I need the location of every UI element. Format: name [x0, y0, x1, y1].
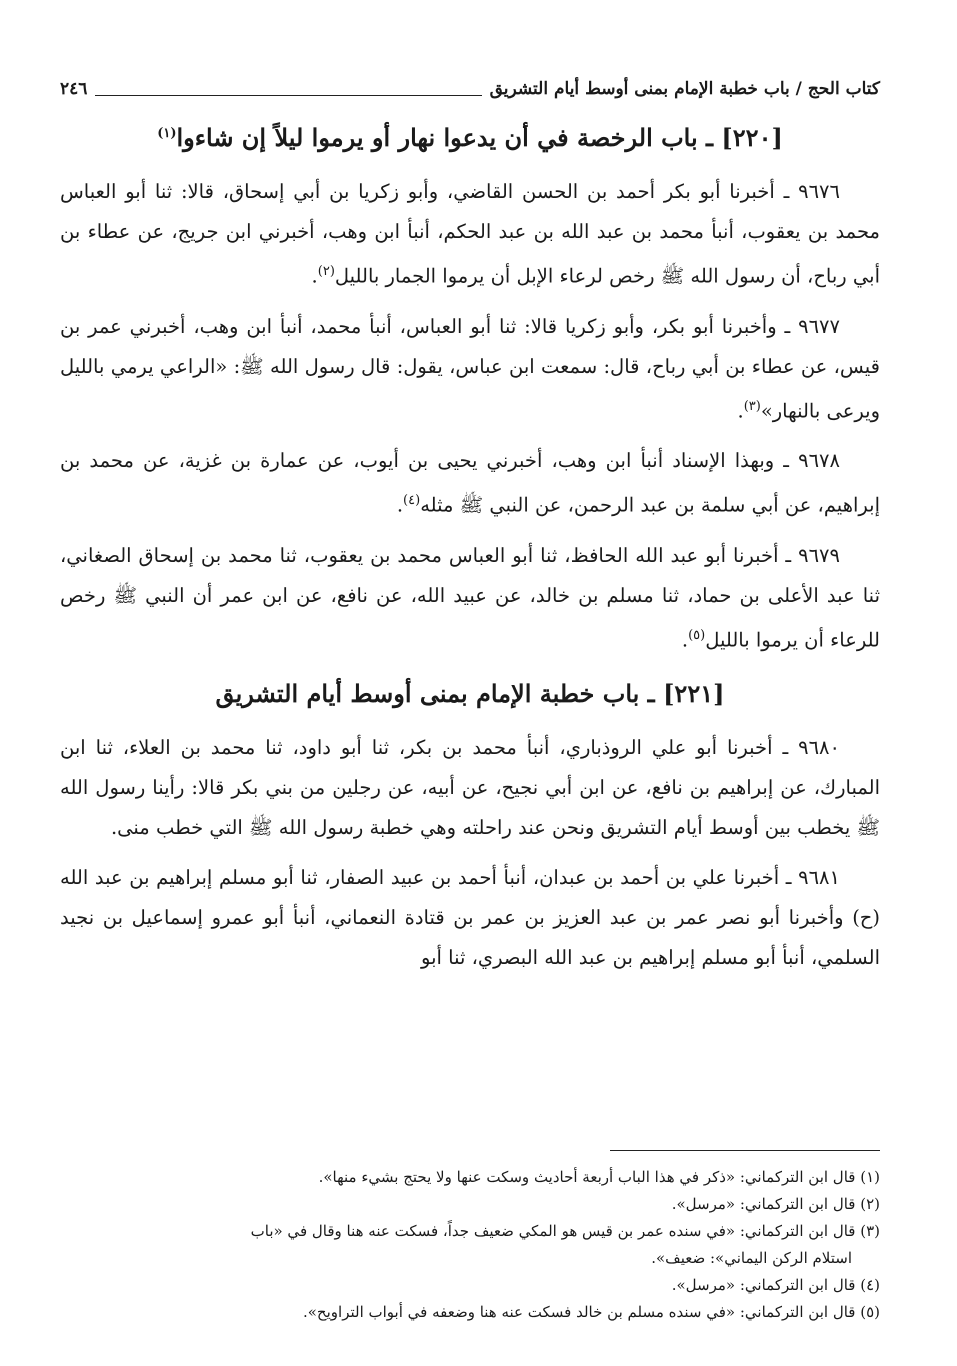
hadith-9680	[60, 728, 880, 848]
hadith-9678	[60, 441, 880, 526]
hadith-9679-note-ref: (٥)	[688, 627, 706, 643]
footnote-3-continued: استلام الركن اليماني»: ضعيف».	[651, 1249, 852, 1267]
footnote-3: (٣) قال ابن التركماني: «في سنده عمر بن قيس هو المكي ضعيف جداً، فسكت عنه هنا وقال في «باب	[250, 1222, 880, 1240]
chapter-220-title-text: [٢٢٠] ـ باب الرخصة في أن يدعوا نهار أو يرموا ليلاً إن شاءوا	[176, 123, 783, 152]
hadith-9681	[60, 858, 880, 978]
footnote-2: (٢) قال ابن التركماني: «مرسل».	[671, 1195, 880, 1213]
hadith-9677-end: .	[737, 399, 744, 422]
hadith-9681-text: ٩٦٨١ ـ أخبرنا علي بن أحمد بن عبدان، أنبأ أحمد بن عبيد الصفار، ثنا أبو مسلم إبراهيم بن عبد الله (ح) وأخبرنا أبو نصر عمر بن عبد العزيز بن عمر بن قتادة النعماني، أنبأ أبو عمرو إسماعيل بن نجيد السلمي، أنبأ أبو مسلم إبراهيم بن عبد الله البصري، ثنا أبو	[60, 866, 880, 969]
running-title: كتاب الحج / باب خطبة الإمام بمنى أوسط أيام التشريق	[489, 79, 880, 99]
chapter-220-note-ref: (١)	[157, 126, 177, 141]
chapter-221-title-text: [٢٢١] ـ باب خطبة الإمام بمنى أوسط أيام التشريق	[215, 679, 725, 708]
hadith-9679-text: ٩٦٧٩ ـ أخبرنا أبو عبد الله الحافظ، ثنا أبو العباس محمد بن يعقوب، ثنا محمد بن إسحاق الصغاني، ثنا عبد الأعلى بن حماد، ثنا مسلم بن خالد، عن عبيد الله، عن نافع، عن ابن عمر أن النبي ﷺ رخص للرعاء أن يرموا بالليل	[60, 543, 880, 651]
hadith-9676-end: .	[311, 264, 318, 288]
hadith-9676-note-ref: (٢)	[317, 264, 335, 279]
hadith-9676	[60, 172, 880, 297]
page	[60, 70, 880, 1321]
page-number: ٢٤٦	[60, 79, 88, 99]
footnote-4: (٤) قال ابن التركماني: «مرسل».	[671, 1276, 880, 1294]
hadith-9676-text: ٩٦٧٦ ـ أخبرنا أبو بكر أحمد بن الحسن القاضي، وأبو زكريا بن أبي إسحاق، قالا: ثنا أبو العباس محمد بن يعقوب، أنبأ محمد بن عبد الله بن عبد الحكم، أنبأ ابن وهب، أخبرني ابن جريج، عن عطاء بن أبي رباح، أن رسول الله ﷺ رخص لرعاء الإبل أن يرموا الجمار بالليل	[60, 180, 880, 288]
chapter-220-title	[60, 114, 880, 158]
footnotes	[60, 1164, 880, 1326]
hadith-9678-end: .	[396, 493, 404, 517]
footnote-1: (١) قال ابن التركماني: «ذكر في هذا الباب أربعة أحاديث وسكت عنها ولا يحتج بشيء منها».	[318, 1168, 880, 1186]
running-header	[60, 70, 880, 100]
header-rule	[95, 95, 481, 96]
chapter-221-title	[60, 674, 880, 714]
hadith-9677	[60, 307, 880, 432]
hadith-9677-text: ٩٦٧٧ ـ وأخبرنا أبو بكر، وأبو زكريا قالا: ثنا أبو العباس، أنبأ محمد، أنبأ ابن وهب، أخبرني عمر بن قيس، عن عطاء بن أبي رباح، قال: سمعت ابن عباس، يقول: قال رسول الله ﷺ: «الراعي يرمي بالليل ويرعى بالنهار»	[60, 314, 880, 422]
hadith-9678-note-ref: (٤)	[403, 493, 421, 508]
hadith-9677-note-ref: (٣)	[743, 398, 761, 414]
hadith-9678-text: ٩٦٧٨ ـ وبهذا الإسناد أنبأ ابن وهب، أخبرني يحيى بن أيوب، عن عمارة بن غزية، عن محمد بن إبراهيم، عن أبي سلمة بن عبد الرحمن، عن النبي ﷺ مثله	[60, 449, 880, 517]
hadith-9679	[60, 536, 880, 661]
footnote-rule	[610, 1150, 880, 1151]
hadith-9679-end: .	[681, 628, 689, 651]
footnote-5: (٥) قال ابن التركماني: «في سنده مسلم بن خالد فسكت عنه هنا وضعفه في أبواب التراويح».	[302, 1303, 880, 1321]
hadith-9680-text: ٩٦٨٠ ـ أخبرنا أبو علي الروذباري، أنبأ محمد بن بكر، ثنا أبو داود، ثنا محمد بن العلاء، ثنا ابن المبارك، عن إبراهيم بن نافع، عن ابن أبي نجيح، عن أبيه، عن رجلين من بني بكر قالا: رأينا رسول الله ﷺ يخطب بين أوسط أيام التشريق ونحن عند راحلته وهي خطبة رسول الله ﷺ التي خطب منى.	[60, 736, 880, 839]
